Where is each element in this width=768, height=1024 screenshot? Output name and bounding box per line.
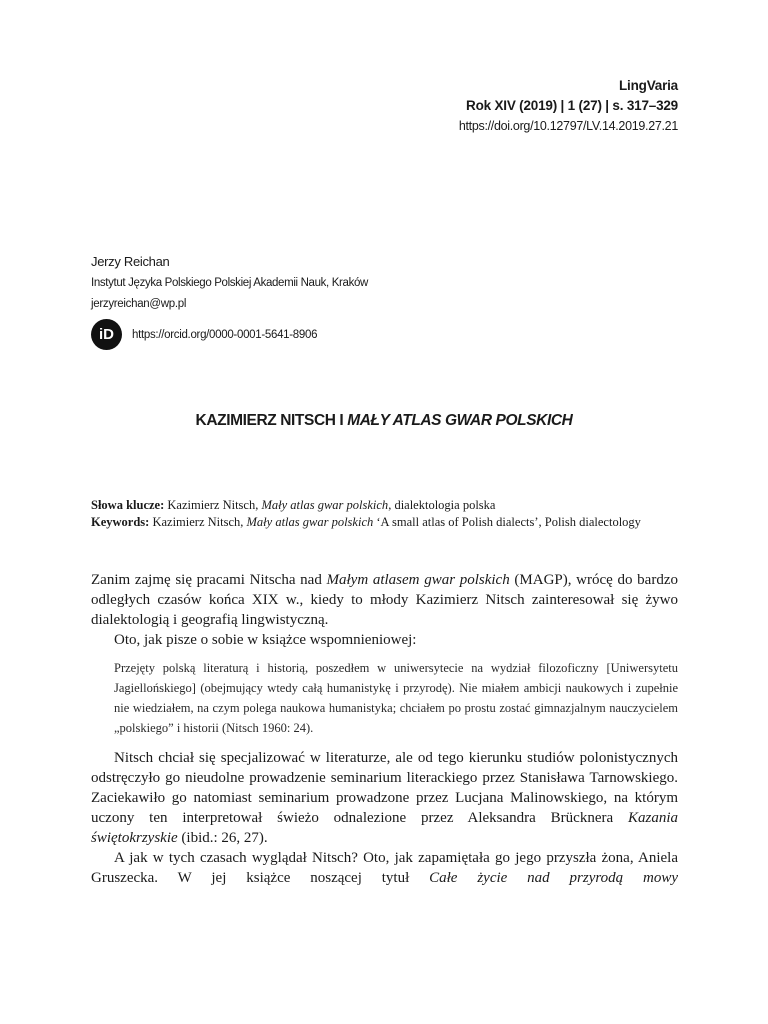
author-block <box>91 252 368 314</box>
keywords-pl-text-1: Kazimierz Nitsch, <box>164 498 262 512</box>
block-quote: Przejęty polską literaturą i historią, poszedłem w uniwersytecie na wydział filozoficzny [Uniwersytetu Jagiellońskiego] (obejmujący wtedy całą humanistykę i przyrodę). Nie miałem ambicji naukowych i zupełnie nie wiedziałem, na czym polega naukowa humanistyka; chciałem po prostu zostać gimnazjalnym nauczycielem „polskiego” i historii (Nitsch 1960: 24). <box>114 661 678 735</box>
p4-italic: Całe życie nad przyrodą mowy <box>429 870 678 886</box>
journal-header <box>459 76 678 136</box>
author-name: Jerzy Reichan <box>91 254 170 269</box>
p3-text-a: Nitsch chciał się specjalizować w literaturze, ale od tego kierunku studiów polonistycznych odstręczyło go nieudolne prowadzenie seminarium literackiego przez Stanisława Tarnowskiego. Zaciekawiło go natomiast seminarium prowadzone przez Lucjana Malinowskiego, na którym uczony ten interpretował świeżo odnalezione przez Aleksandra Brücknera <box>91 750 678 826</box>
paragraph-2: Oto, jak pisze o sobie w książce wspomnieniowej: <box>114 632 417 648</box>
keywords-en-label: Keywords: <box>91 515 150 529</box>
keywords-pl-italic: Mały atlas gwar polskich <box>261 498 389 512</box>
title-italic: MAŁY ATLAS GWAR POLSKICH <box>347 412 573 429</box>
paragraph-3 <box>91 748 678 848</box>
article-title <box>0 412 768 430</box>
keywords-pl <box>91 497 677 514</box>
keywords-pl-label: Słowa klucze: <box>91 498 165 512</box>
keywords-pl-text-2: , dialektologia polska <box>388 498 496 512</box>
p3-text-b: (ibid.: 26, 27). <box>177 830 268 846</box>
p1-text-b: (MAGP), wrócę do bardzo odległych czasów końca XIX w., kiedy to młody Kazimierz Nitsch zainteresował się żywo dialektologią i geografią lingwistyczną. <box>91 572 678 628</box>
p1-italic: Małym atlasem gwar polskich <box>326 572 510 588</box>
issue-info: Rok XIV (2019) | 1 (27) | s. 317–329 <box>466 98 678 113</box>
keywords-en <box>91 514 677 531</box>
doi-link[interactable]: https://doi.org/10.12797/LV.14.2019.27.21 <box>458 119 678 133</box>
orcid-row <box>91 319 317 350</box>
keywords-en-italic: Mały atlas gwar polskich <box>246 515 374 529</box>
keywords-en-text-1: Kazimierz Nitsch, <box>149 515 247 529</box>
orcid-link[interactable]: https://orcid.org/0000-0001-5641-8906 <box>132 328 318 341</box>
paragraph-1 <box>91 570 678 630</box>
p4-text-a: A jak w tych czasach wyglądał Nitsch? Oto, jak zapamiętała go jego przyszła żona, Aniela Gruszecka. W jej książce noszącej tytuł <box>91 850 678 886</box>
author-affiliation: Instytut Języka Polskiego Polskiej Akademii Nauk, Kraków <box>91 277 368 289</box>
article-body <box>91 570 678 888</box>
journal-name: LingVaria <box>619 78 678 93</box>
paragraph-4 <box>91 848 678 888</box>
keywords-block <box>91 497 677 531</box>
author-email[interactable]: jerzyreichan@wp.pl <box>91 298 187 310</box>
title-prefix: KAZIMIERZ NITSCH I <box>195 412 348 429</box>
keywords-en-text-2: ‘A small atlas of Polish dialects’, Polish dialectology <box>373 515 641 529</box>
p1-text-a: Zanim zajmę się pracami Nitscha nad <box>91 572 327 588</box>
orcid-icon: iD <box>91 319 122 350</box>
p3-italic: Kazania świętokrzyskie <box>91 810 678 846</box>
